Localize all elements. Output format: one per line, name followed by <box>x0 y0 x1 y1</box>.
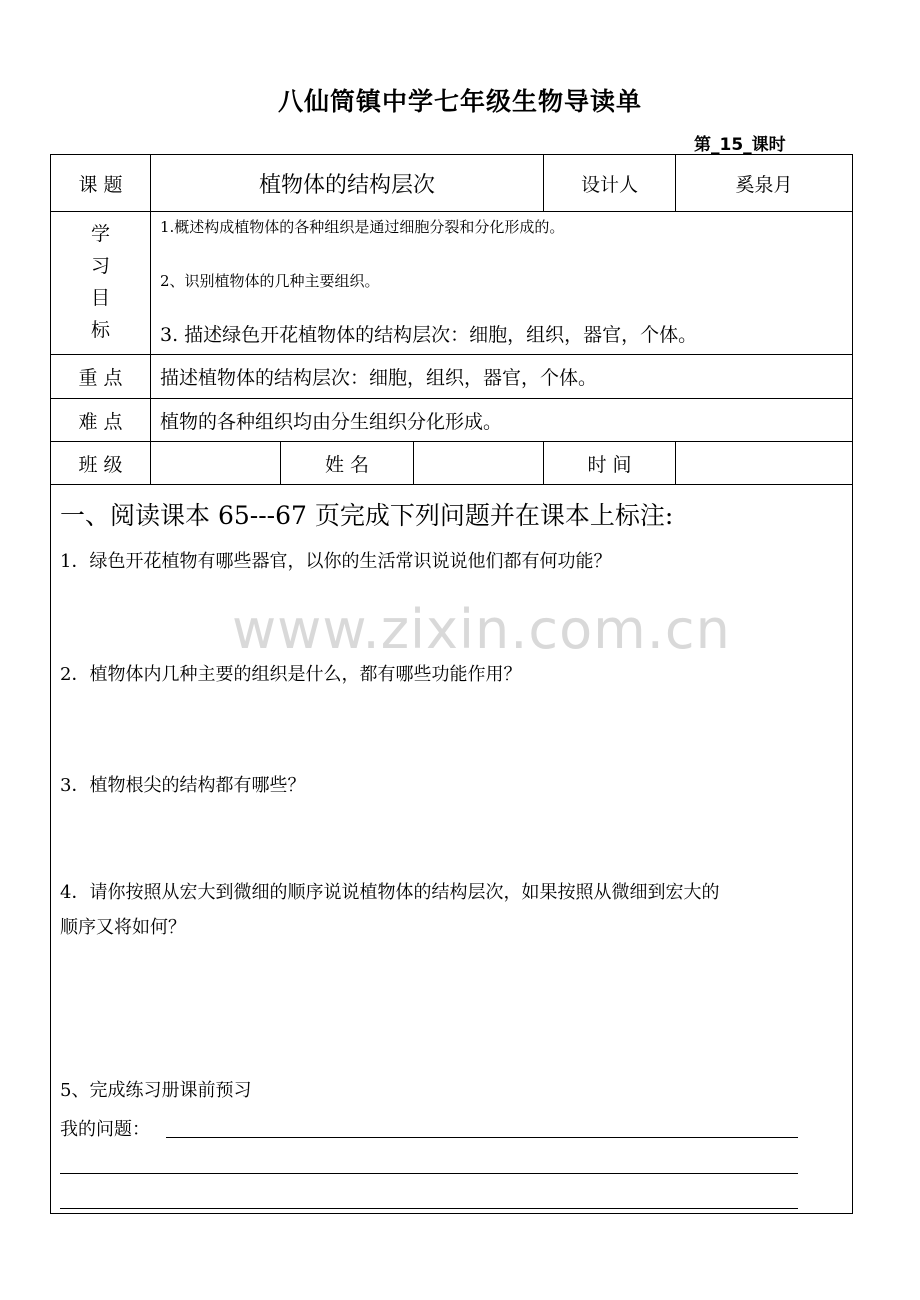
question-item: 3．植物根尖的结构都有哪些？ <box>60 775 306 796</box>
goal-item: 1.概述构成植物体的各种组织是通过细胞分裂和分化形成的。 <box>160 218 565 236</box>
question-item: 5、完成练习册课前预习 <box>60 1080 252 1101</box>
goals-label <box>51 218 150 346</box>
topic-value: 植物体的结构层次 <box>258 172 435 198</box>
key-point-value: 描述植物体的结构层次：细胞，组织，器官，个体。 <box>160 367 598 389</box>
name-label: 姓 名 <box>324 453 370 476</box>
goals-label-char: 习 <box>90 255 110 277</box>
goal-item: 2、识别植物体的几种主要组织。 <box>160 272 380 290</box>
difficulty-label: 难 点 <box>78 410 123 433</box>
question-item: 1．绿色开花植物有哪些器官，以你的生活常识说说他们都有何功能？ <box>60 551 612 572</box>
answer-line[interactable] <box>60 1208 798 1209</box>
goals-label-char: 标 <box>90 319 110 341</box>
row-divider <box>50 211 853 212</box>
name-field[interactable] <box>414 442 543 484</box>
designer-label: 设计人 <box>580 173 638 196</box>
answer-line[interactable] <box>60 1173 798 1174</box>
goals-label-char: 学 <box>90 223 110 245</box>
question-item: 2．植物体内几种主要的组织是什么，都有哪些功能作用？ <box>60 664 522 685</box>
time-label: 时 间 <box>587 453 632 476</box>
lesson-number: 第_15_课时 <box>694 135 786 155</box>
topic-label: 课 题 <box>78 173 123 196</box>
class-label: 班 级 <box>78 453 123 476</box>
question-item: 顺序又将如何？ <box>60 917 186 938</box>
page-title: 八仙筒镇中学七年级生物导读单 <box>277 87 642 116</box>
section-heading: 一、阅读课本 65---67 页完成下列问题并在课本上标注: <box>60 501 674 530</box>
difficulty-value: 植物的各种组织均由分生组织分化形成。 <box>160 410 503 433</box>
time-field[interactable] <box>676 442 852 484</box>
goals-label-char: 目 <box>90 287 110 309</box>
row-divider <box>50 484 853 485</box>
answer-line[interactable] <box>166 1137 798 1138</box>
key-point-label: 重 点 <box>78 367 123 389</box>
question-item: 4．请你按照从宏大到微细的顺序说说植物体的结构层次，如果按照从微细到宏大的 <box>60 882 720 903</box>
designer-value: 奚泉月 <box>735 173 793 196</box>
watermark: www.zixin.com.cn <box>232 598 731 661</box>
goal-item: 3. 描述绿色开花植物体的结构层次：细胞，组织，器官，个体。 <box>160 324 698 346</box>
class-field[interactable] <box>151 442 280 484</box>
my-question-label: 我的问题： <box>60 1119 150 1140</box>
